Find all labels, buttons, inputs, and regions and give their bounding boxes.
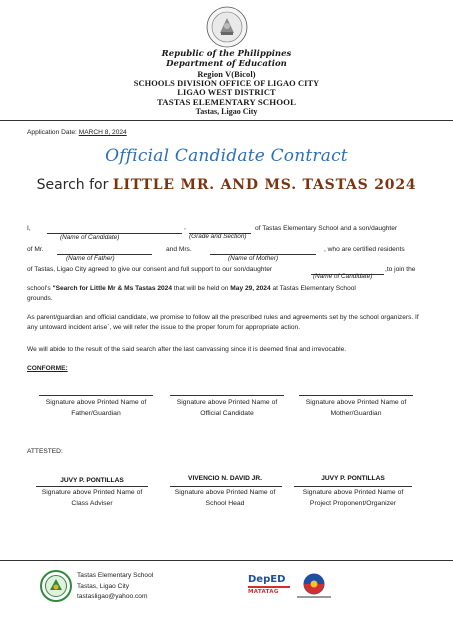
deped-seal-icon bbox=[206, 6, 248, 48]
form-grounds: grounds. bbox=[27, 295, 53, 302]
contract-subtitle bbox=[0, 176, 453, 193]
signature-caption-mother bbox=[293, 397, 419, 419]
label-name-mother: (Name of Mother) bbox=[228, 255, 279, 262]
caption-line: Signature above Printed Name of bbox=[176, 399, 278, 406]
form-comma: , bbox=[184, 224, 186, 231]
mother-name-field[interactable] bbox=[210, 245, 316, 255]
form-venue: at Tastas Elementary School bbox=[270, 285, 356, 292]
header-republic: Republic of the Philippines bbox=[161, 49, 292, 59]
caption-line: Father/Guardian bbox=[71, 410, 121, 417]
caption-line: Class Adviser bbox=[71, 500, 113, 507]
header-address: Tastas, Ligao City bbox=[195, 107, 258, 116]
caption-line: Signature above Printed Name of bbox=[45, 399, 147, 406]
form-i: I, bbox=[27, 225, 31, 232]
caption-line: Signature above Printed Name of bbox=[174, 489, 276, 496]
candidate-name-field[interactable] bbox=[47, 224, 182, 234]
signature-caption-father bbox=[33, 397, 159, 419]
subtitle-prefix: Search for bbox=[36, 177, 113, 193]
label-name-father: (Name of Father) bbox=[66, 255, 115, 262]
label-name-candidate-2: (Name of Candidate) bbox=[313, 273, 373, 280]
form-event-name: "Search for Little Mr & Ms Tastas 2024 bbox=[52, 285, 172, 292]
organizer-name: JUVY P. PONTILLAS bbox=[321, 475, 385, 482]
caption-line: Signature above Printed Name of bbox=[302, 489, 404, 496]
school-head-name: VIVENCIO N. DAVID JR. bbox=[188, 475, 262, 482]
attested-label: ATTESTED: bbox=[27, 448, 63, 455]
contract-title: Official Candidate Contract bbox=[105, 146, 348, 166]
signature-caption-candidate bbox=[164, 397, 290, 419]
deped-wordmark: DepED bbox=[248, 574, 286, 585]
label-name-candidate: (Name of Candidate) bbox=[60, 234, 120, 241]
father-name-field[interactable] bbox=[57, 245, 152, 255]
form-event-date: May 29, 2024 bbox=[230, 285, 271, 292]
footer-email: tastasligao@yahoo.com bbox=[77, 593, 148, 600]
signature-caption-adviser bbox=[31, 487, 153, 509]
school-seal-icon bbox=[40, 570, 72, 602]
form-to-join: ,to join the bbox=[385, 266, 416, 273]
abide-paragraph: We will abide to the result of the said search after the last canvassing since it is deemed final and irrevocable. bbox=[27, 346, 347, 353]
signature-caption-organizer bbox=[290, 487, 416, 509]
caption-line: Project Proponent/Organizer bbox=[309, 500, 397, 507]
header-school: TASTAS ELEMENTARY SCHOOL bbox=[156, 97, 297, 107]
caption-line: School Head bbox=[205, 500, 245, 507]
form-of-mr: of Mr. bbox=[27, 246, 44, 253]
signature-line-mother[interactable] bbox=[299, 395, 413, 396]
header-department: Department of Education bbox=[166, 59, 287, 69]
footer-divider bbox=[0, 560, 453, 561]
signature-line-candidate[interactable] bbox=[170, 395, 284, 396]
form-certified: , who are certified residents bbox=[324, 246, 405, 253]
logo-stripe bbox=[248, 586, 290, 588]
header-district: LIGAO WEST DISTRICT bbox=[177, 88, 276, 97]
promise-paragraph: As parent/guardian and official candidate, we promise to follow all the prescribed rules and agreements set by the school organizers. If any untoward incident arise`, we will refer the issue to the proper forum for appropriate action. bbox=[27, 314, 419, 331]
form-school-s: school's bbox=[27, 285, 53, 292]
caption-line: Mother/Guardian bbox=[330, 410, 382, 417]
caption-line: Signature above Printed Name of bbox=[305, 399, 407, 406]
adviser-name: JUVY P. PONTILLAS bbox=[60, 477, 124, 484]
label-grade-section: (Grade and Section) bbox=[189, 233, 247, 240]
application-date-label: Application Date: bbox=[27, 129, 77, 136]
signature-line-father[interactable] bbox=[39, 395, 153, 396]
logo-caption-bar bbox=[297, 596, 331, 598]
caption-line: Official Candidate bbox=[200, 410, 254, 417]
footer-school: Tastas Elementary School bbox=[77, 572, 154, 579]
form-consent: of Tastas, Ligao City agreed to give our consent and full support to our son/daughter bbox=[27, 266, 273, 273]
form-and-mrs: and Mrs. bbox=[166, 246, 192, 253]
footer-contact bbox=[77, 571, 153, 603]
header-region: Region V(Bicol) bbox=[197, 70, 256, 79]
footer-address: Tastas, Ligao City bbox=[77, 582, 130, 590]
bagong-pilipinas-logo-icon bbox=[300, 572, 328, 598]
application-date-row bbox=[27, 128, 127, 138]
caption-line: Signature above Printed Name of bbox=[41, 489, 143, 496]
signature-caption-school-head bbox=[164, 487, 286, 509]
application-date-value: MARCH 8, 2024 bbox=[78, 129, 127, 136]
header-divider bbox=[0, 120, 453, 121]
conforme-label: CONFORME: bbox=[27, 365, 68, 372]
matatag-wordmark: MATATAG bbox=[248, 589, 279, 595]
subtitle-main: LITTLE MR. AND MS. TASTAS 2024 bbox=[112, 177, 417, 193]
deped-matatag-logo bbox=[248, 574, 290, 600]
form-held: that will be held on bbox=[172, 285, 231, 292]
form-event-line bbox=[27, 284, 432, 294]
header-division: SCHOOLS DIVISION OFFICE OF LIGAO CITY bbox=[133, 79, 320, 88]
form-join-text: of Tastas Elementary School and a son/daughter bbox=[255, 225, 398, 232]
